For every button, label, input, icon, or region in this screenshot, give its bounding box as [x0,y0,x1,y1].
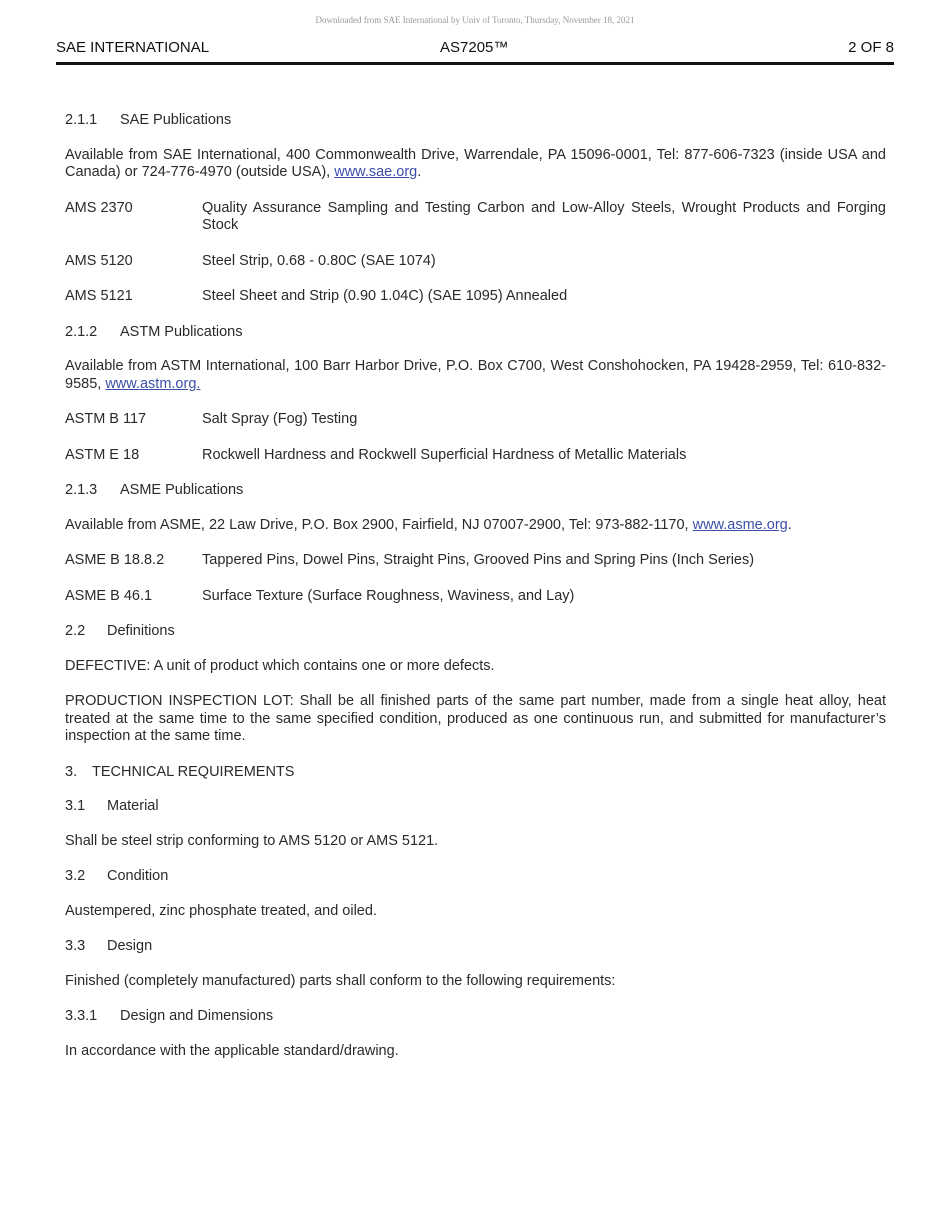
section-heading-3 [65,764,886,782]
trailing-punctuation: . [417,164,422,180]
reference-code: AMS 5121 [65,288,133,304]
reference-row [65,200,886,235]
sae-availability [65,147,886,182]
section-title: Design [107,938,153,954]
material-text: Shall be steel strip conforming to AMS 5120 or AMS 5121. [65,832,439,849]
reference-row [65,253,886,271]
definition-production-lot: PRODUCTION INSPECTION LOT: Shall be all finished parts of the same part number, made from a single heat alloy, heat treated at the same time to the same specified condition, produced as one continuous run, and submitted for manufacturer’s inspection at the same time. [65,693,886,744]
condition-text: Austempered, zinc phosphate treated, and oiled. [65,902,377,919]
section-title: Condition [107,868,169,884]
reference-row [65,552,886,570]
section-number: 3.3 [65,938,86,954]
page-number: 2 OF 8 [848,39,894,56]
reference-code: ASME B 46.1 [65,587,153,604]
dimensions-text: In accordance with the applicable standard/drawing. [65,1042,399,1059]
section-number: 2.1.1 [65,112,98,128]
section-title: TECHNICAL REQUIREMENTS [92,763,295,780]
section-heading-2-1-2 [65,324,886,342]
download-watermark: Downloaded from SAE International by Univ of Toronto, Thursday, November 18, 2021 [315,15,635,25]
section-number: 3.2 [65,868,86,884]
section-heading-3-3-1 [65,1008,886,1026]
reference-title: Quality Assurance Sampling and Testing Carbon and Low-Alloy Steels, Wrought Products and Forging Stock [202,199,886,233]
section-number: 2.1.2 [65,323,98,340]
section-title: ASME Publications [120,482,244,498]
reference-title: Steel Sheet and Strip (0.90 1.04C) (SAE 1095) Annealed [202,288,568,304]
reference-code: AMS 5120 [65,252,133,269]
reference-code: ASTM E 18 [65,446,140,463]
design-text: Finished (completely manufactured) parts shall conform to the following requirements: [65,972,616,989]
reference-code: ASME B 18.8.2 [65,552,165,568]
availability-text: Available from ASME, 22 Law Drive, P.O. Box 2900, Fairfield, NJ 07007-2900, Tel: 973-882-1170, [65,516,689,533]
reference-code: ASTM B 117 [65,411,147,427]
document-body [65,112,886,1078]
section-title: ASTM Publications [120,323,243,340]
section-number: 3.1 [65,798,86,814]
section-number: 3.3.1 [65,1008,98,1024]
reference-title: Salt Spray (Fog) Testing [202,411,358,427]
section-heading-3-2 [65,868,886,886]
section-number: 3. [65,763,78,780]
reference-title: Steel Strip, 0.68 - 0.80C (SAE 1074) [202,252,436,269]
section-title: Material [107,798,159,814]
section-heading-3-3 [65,938,886,956]
astm-link[interactable]: www.astm.org. [105,375,201,392]
asme-availability [65,517,886,535]
availability-text: Available from ASTM International, 100 Barr Harbor Drive, P.O. Box C700, West Conshohocken, PA 19428-2959, Tel: 610-832-9585, [65,358,886,392]
reference-row [65,588,886,606]
section-title: Design and Dimensions [120,1008,274,1024]
reference-row [65,447,886,465]
page-header [56,38,894,65]
document-number: AS7205™ [440,39,509,56]
section-heading-2-1-3 [65,482,886,500]
section-heading-3-1 [65,798,886,816]
reference-title: Rockwell Hardness and Rockwell Superficial Hardness of Metallic Materials [202,446,687,463]
reference-title: Tappered Pins, Dowel Pins, Straight Pins, Grooved Pins and Spring Pins (Inch Series) [202,552,755,568]
trailing-punctuation: . [787,516,792,533]
reference-row [65,411,886,429]
section-heading-2-1-1 [65,112,886,130]
reference-title: Surface Texture (Surface Roughness, Waviness, and Lay) [202,587,575,604]
definition-defective: DEFECTIVE: A unit of product which contains one or more defects. [65,657,495,674]
asme-link[interactable]: www.asme.org [692,516,788,533]
section-title: Definitions [107,623,175,639]
reference-row [65,288,886,306]
section-number: 2.2 [65,623,86,639]
availability-text: Available from SAE International, 400 Commonwealth Drive, Warrendale, PA 15096-0001, Tel: 877-606-7323 (inside USA and Canada) or 724-776-4970 (outside USA), [65,146,886,180]
reference-code: AMS 2370 [65,199,133,216]
sae-link[interactable]: www.sae.org [334,164,418,180]
section-heading-2-2 [65,623,886,641]
publisher-name: SAE INTERNATIONAL [56,39,210,56]
section-number: 2.1.3 [65,482,98,498]
section-title: SAE Publications [120,112,232,128]
astm-availability [65,358,886,393]
